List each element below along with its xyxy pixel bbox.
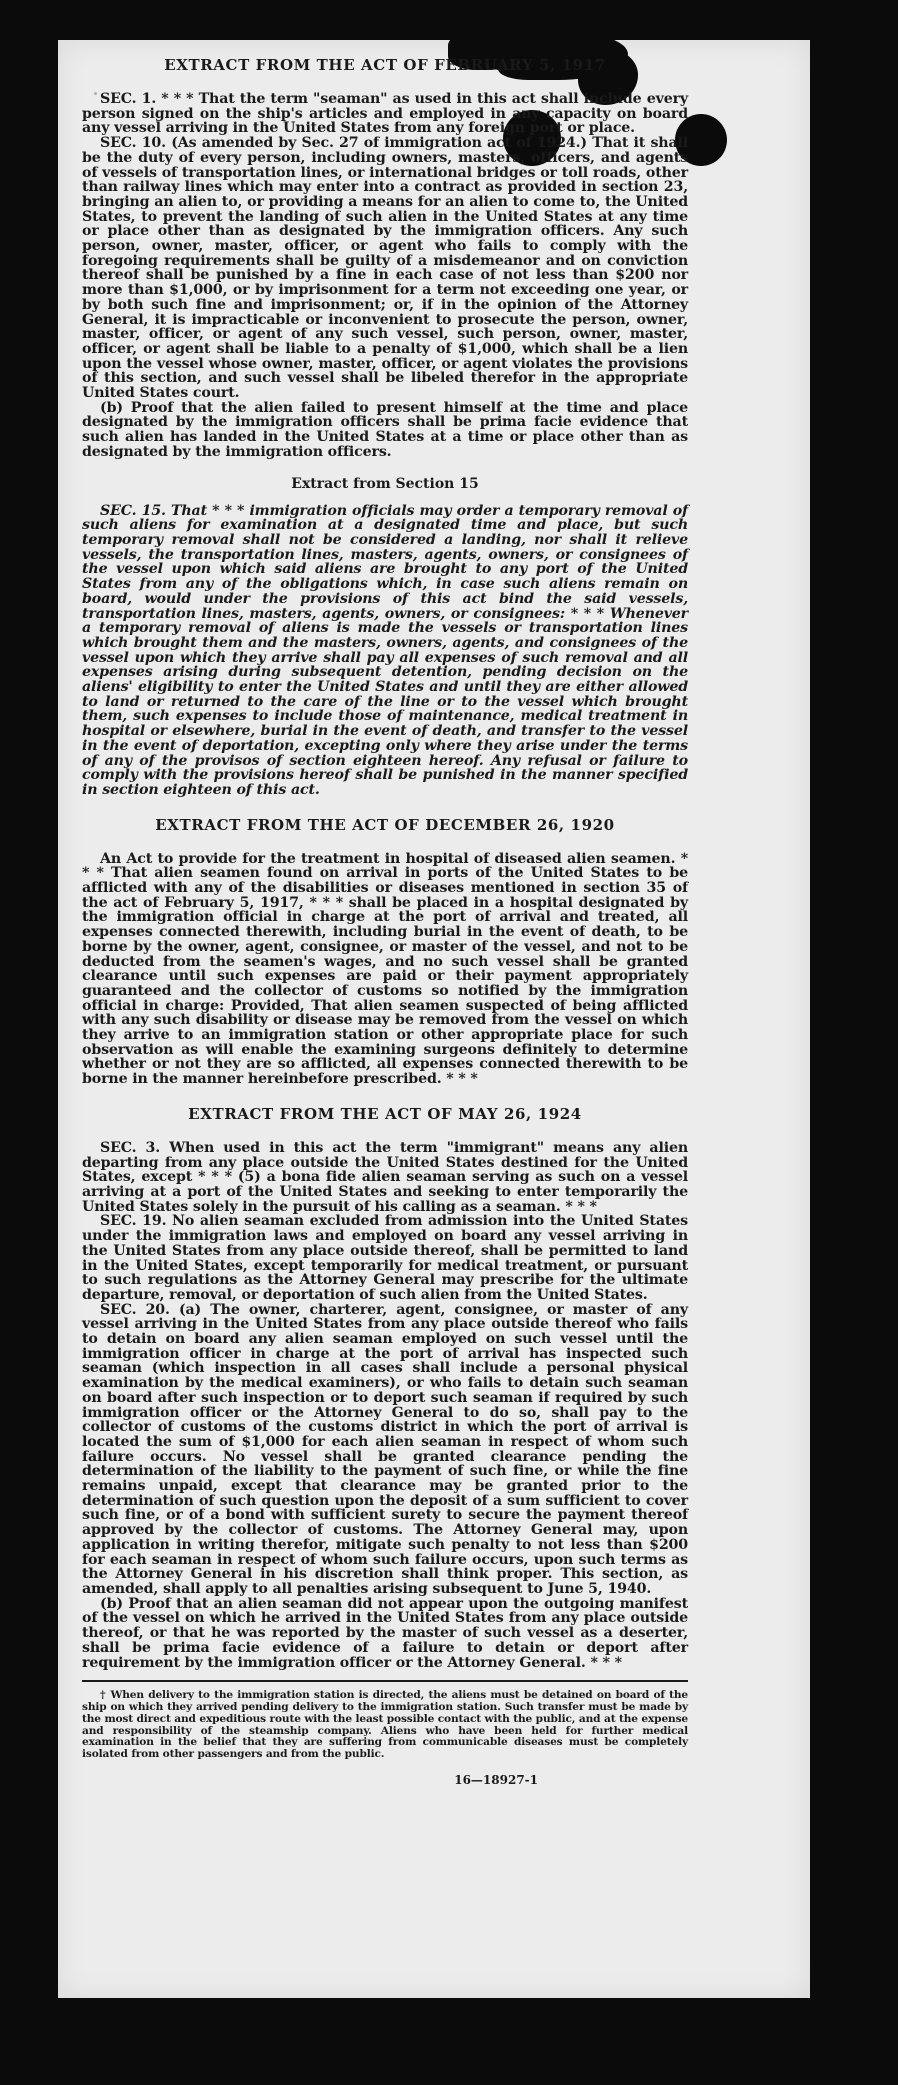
section-heading-1924: EXTRACT FROM THE ACT OF MAY 26, 1924 — [188, 1104, 582, 1123]
paragraph-act-1920: An Act to provide for the treatment in hospital of diseased alien seamen. * * * That alien seamen found on arrival in ports of the United States to be afflicted with any of the disabilities or diseases mentioned in section 35 of the act of February 5, 1917, * * * shall be placed in a hospital designated by the immigration official in charge at the port of arrival and treated, all expenses connected therewith, including burial in the event of death, to be borne by the owner, agent, consignee, or master of the vessel, and not to be deducted from the seamen's wages, and no such vessel shall be granted clearance until such expenses are paid or their payment appropriately guaranteed and the collector of customs so notified by the immigration official in charge: Provided, That alien seamen suspected of being afflicted with any such disability or disease may be removed from the vessel on which they arrive to an immigration station or other appropriate place for such observation as will enable the examining surgeons definitely to determine whether or not they are so afflicted, all expenses connected therewith to be borne in the manner hereinbefore prescribed. * * * — [82, 850, 688, 1088]
footnote-divider — [82, 1680, 688, 1682]
paragraph-sec-20a: SEC. 20. (a) The owner, charterer, agent, consignee, or master of any vessel arriving in the United States from any place outside thereof who fails to detain on board any alien seaman employed on such vessel until the immigration officer in charge at the port of arrival has inspected such seaman (which inspection in all cases shall include a personal physical examination by the medical examiners), or who fails to detain such seaman on board after such inspection or to deport such seaman if required by such immigration officer or the Attorney General to do so, shall pay to the collector of customs of the customs district in which the port of arrival is located the sum of $1,000 for each alien seaman in respect of whom such failure occurs. No vessel shall be granted clearance pending the determination of the liability to the payment of such fine, or while the fine remains unpaid, except that clearance may be granted prior to the determination of such question upon the deposit of a sum sufficient to cover such fine, or of a bond with sufficient surety to secure the payment thereof approved by the collector of customs. The Attorney General may, upon application in writing therefor, mitigate such penalty to not less than $200 for each seaman in respect of whom such failure occurs, upon such terms as the Attorney General in his discretion shall think proper. This section, as amended, shall apply to all penalties arising subsequent to June 5, 1940. — [82, 1301, 688, 1597]
section-heading-1920: EXTRACT FROM THE ACT OF DECEMBER 26, 1920 — [155, 815, 615, 834]
paragraph-sec-1: SEC. 1. * * * That the term "seaman" as used in this act shall include every person signed on the ship's articles and employed in any capacity on board any vessel arriving in the United States from any foreign port or place. — [82, 91, 688, 137]
footnote: † When delivery to the immigration station is directed, the aliens must be detained on board of the ship on which they arrived pending delivery to the immigration station. Such transfer must be made by the most direct and expeditious route with the least possible contact with the public, and at the expense and responsibility of the steamship company. Aliens who have been held for further medical examination in the belief that they are suffering from communicable diseases must be completely isolated from other passengers and from the public. — [82, 1689, 688, 1761]
paragraph-sec-10: SEC. 10. (As amended by Sec. 27 of immigration act of 1924.) That it shall be the duty of every person, including owners, masters, officers, and agents of vessels of transportation lines, or international bridges or toll roads, other than railway lines which may enter into a contract as provided in section 23, bringing an alien to, or providing a means for an alien to come to, the United States, to prevent the landing of such alien in the United States at any time or place other than as designated by the immigration officers. Any such person, owner, master, officer, or agent who fails to comply with the foregoing requirements shall be guilty of a misdemeanor and on conviction thereof shall be punished by a fine in each case of not less than $200 nor more than $1,000, or by imprisonment for a term not exceeding one year, or by both such fine and imprisonment; or, if in the opinion of the Attorney General, it is impracticable or inconvenient to prosecute the person, owner, master, officer, or agent of any such vessel, such person, owner, master, officer, or agent shall be liable to a penalty of $1,000, which shall be a lien upon the vessel whose owner, master, officer, or agent violates the provisions of this section, and such vessel shall be libeled therefor in the appropriate United States court. — [82, 135, 688, 402]
paragraph-sec-20b: (b) Proof that an alien seaman did not appear upon the outgoing manifest of the vessel on which he arrived in the United States from any place outside thereof, or that he was reported by the master of such vessel as a deserter, shall be prima facie evidence of a failure to detain or deport after requirement by the immigration officer or the Attorney General. * * * — [82, 1595, 688, 1671]
paragraph-sec-15: SEC. 15. That * * * immigration officials may order a temporary removal of such aliens for examination at a designated time and place, but such temporary removal shall not be considered a landing, nor shall it relieve vessels, the transportation lines, masters, agents, owners, or consignees of the vessel upon which said aliens are brought to any port of the United States from any of the obligations which, in case such aliens remain on board, would under the provisions of this act bind the said vessels, transportation lines, masters, agents, owners, or consignees: * * * Whenever a temporary removal of aliens is made the vessels or transportation lines which brought them and the masters, owners, agents, and consignees of the vessel upon which they arrive shall pay all expenses of such removal and all expenses arising during subsequent detention, pending decision on the aliens' eligibility to enter the United States and until they are either allowed to land or returned to the care of the line or to the vessel which brought them, such expenses to include those of maintenance, medical treatment in hospital or elsewhere, burial in the event of death, and transfer to the vessel in the event of deportation, excepting only where they arise under the terms of any of the provisos of section eighteen hereof. Any refusal or failure to comply with the provisions hereof shall be punished in the manner specified in section eighteen of this act. — [82, 502, 688, 798]
paragraph-sec-3: SEC. 3. When used in this act the term "immigrant" means any alien departing from any place outside the United States destined for the United States, except * * * (5) a bona fide alien seaman serving as such on a vessel arriving at a port of the United States and seeking to enter temporarily the United States solely in the pursuit of his calling as a seaman. * * * — [82, 1139, 688, 1215]
section-heading-1917: EXTRACT FROM THE ACT OF FEBRUARY 5, 1917 — [164, 56, 606, 74]
document-content — [82, 56, 688, 1787]
section-heading-section-15: Extract from Section 15 — [291, 475, 479, 492]
paragraph-sec-19: SEC. 19. No alien seaman excluded from admission into the United States under the immigration laws and employed on board any vessel arriving in the United States from any place outside thereof, shall be permitted to land in the United States, except temporarily for medical treatment, or pursuant to such regulations as the Attorney General may prescribe for the ultimate departure, removal, or deportation of such alien from the United States. — [82, 1213, 688, 1303]
paragraph-sec-10b: (b) Proof that the alien failed to present himself at the time and place designated by the immigration officers shall be prima facie evidence that such alien has landed in the United States at a time or place other than as designated by the immigration officers. — [82, 399, 688, 460]
form-code: 16—18927-1 — [454, 1772, 538, 1787]
